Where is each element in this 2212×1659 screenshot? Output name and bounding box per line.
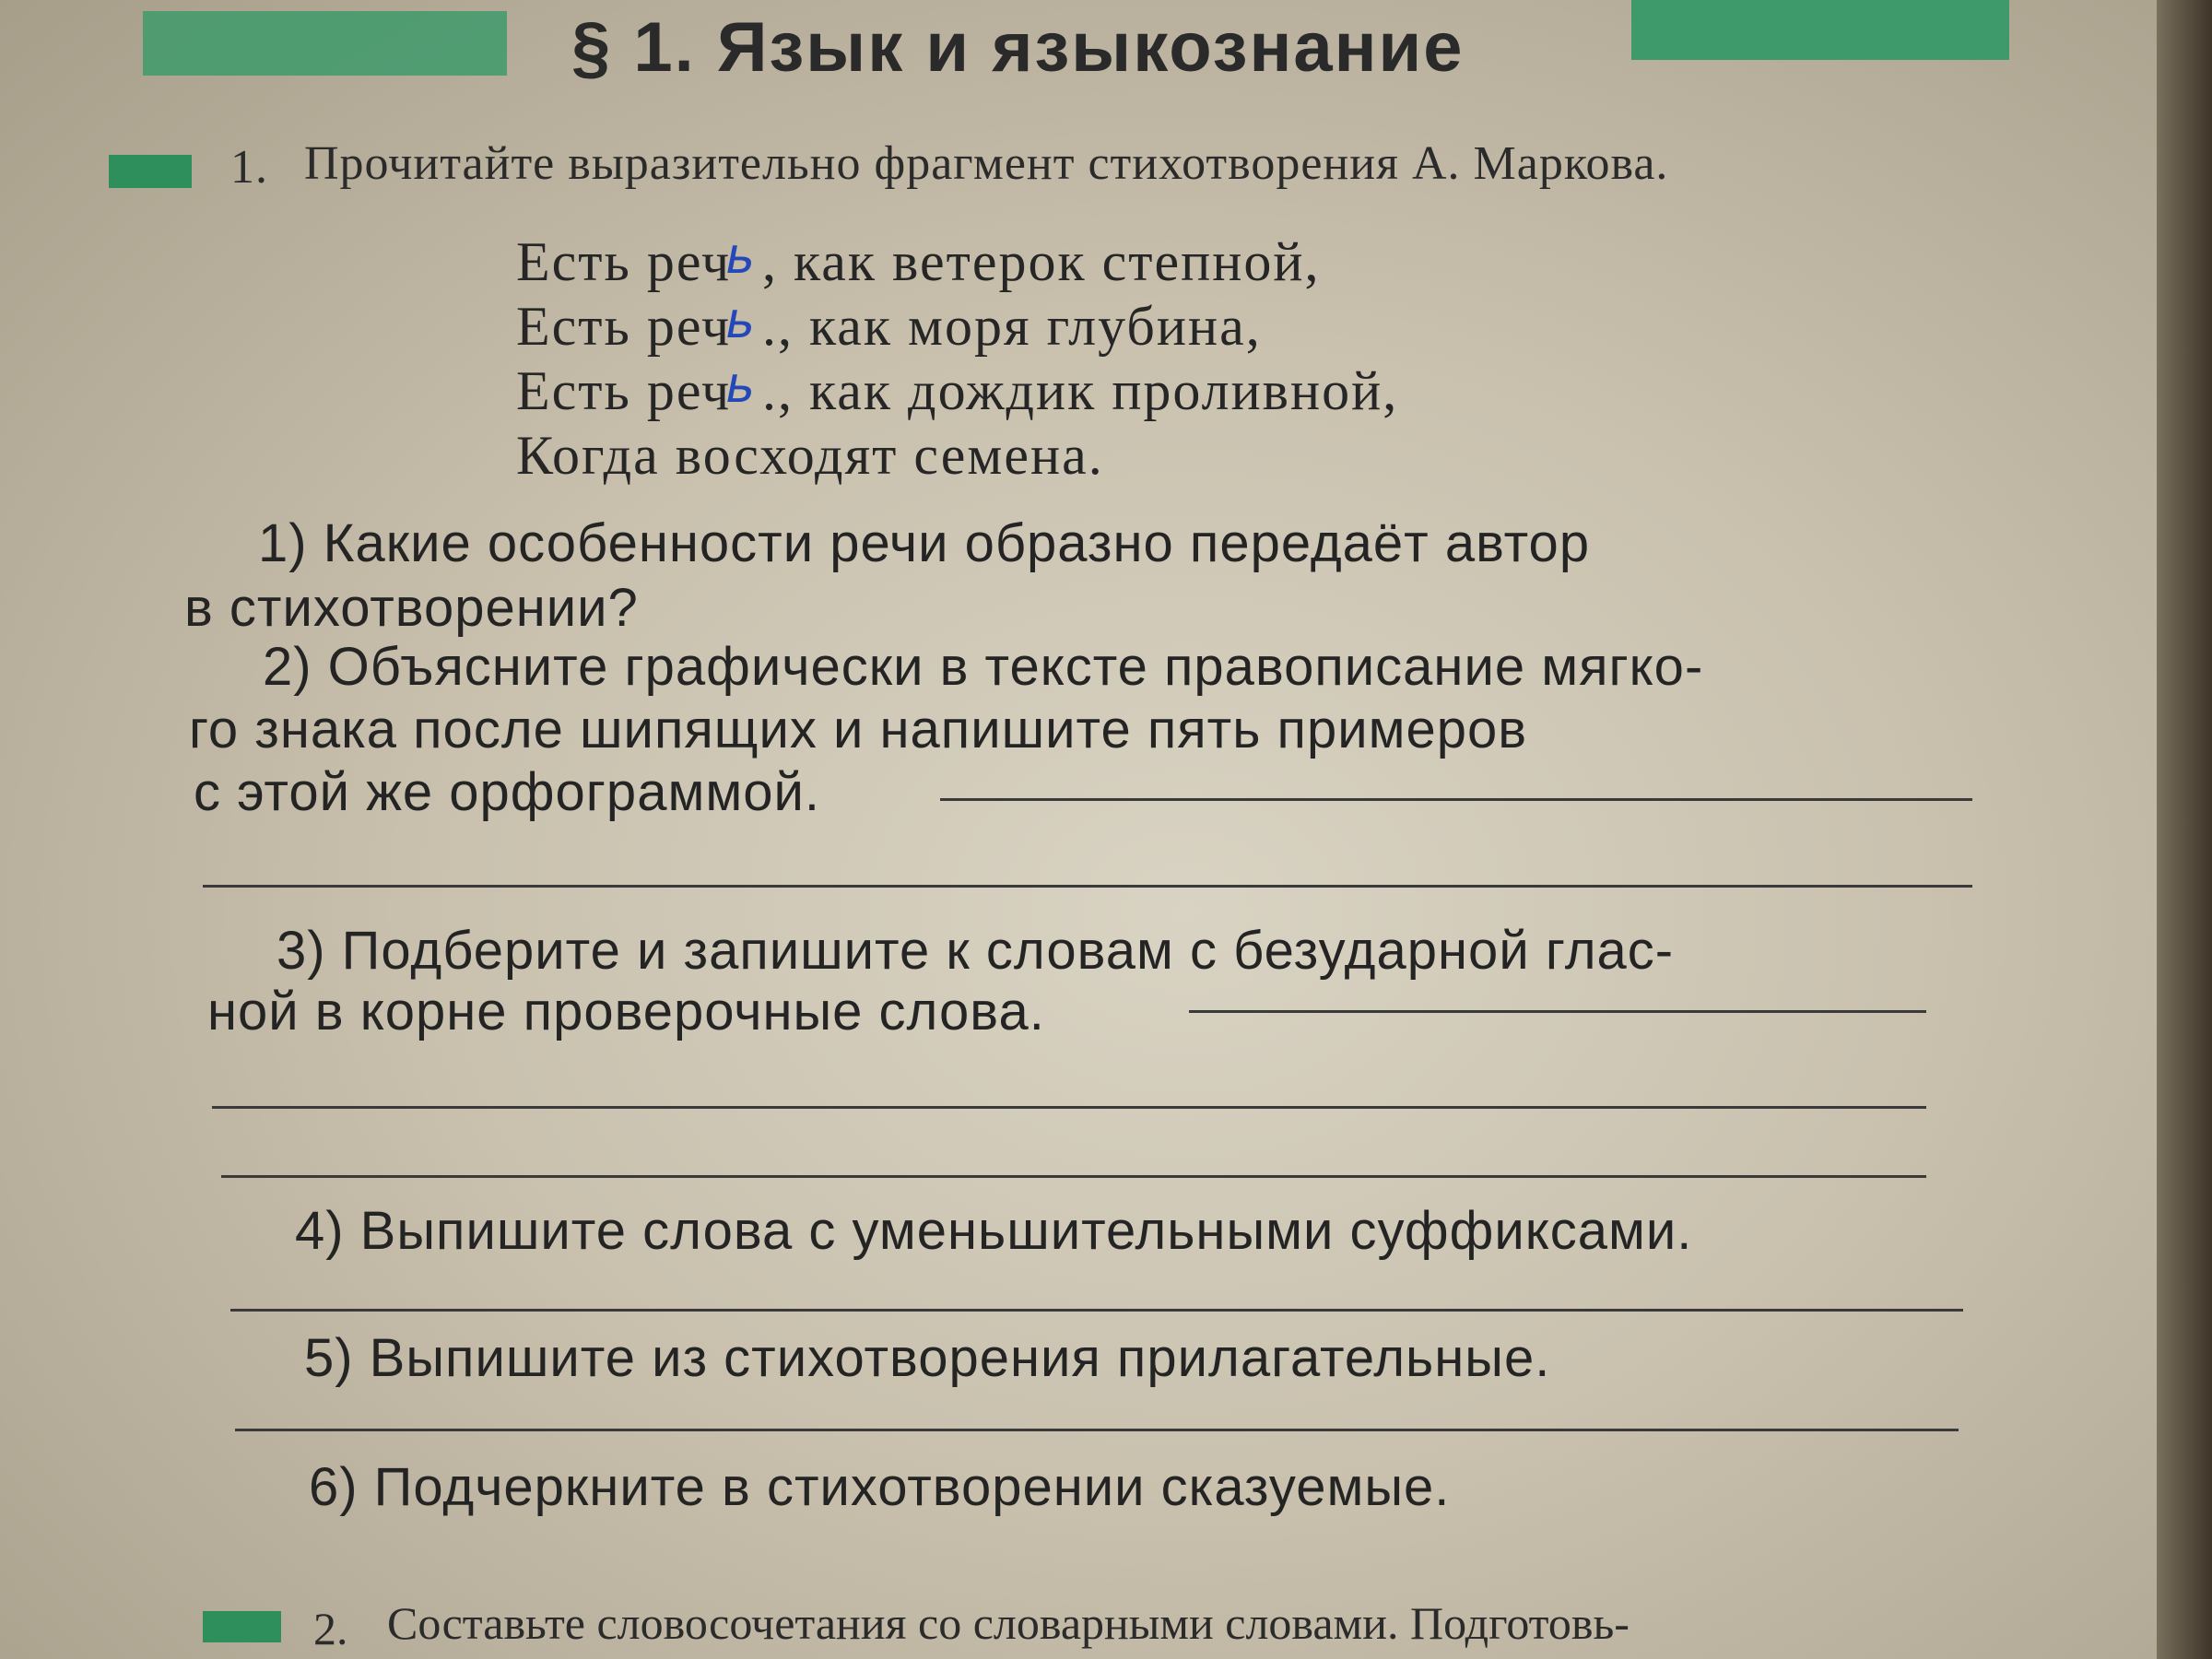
answer-line (235, 1429, 1959, 1431)
handwritten-soft-sign: ь (725, 356, 758, 414)
question-6-line-1: 6) Подчеркните в стихотворении сказуемые. (309, 1457, 1451, 1517)
question-1-line-2: в стихотворении? (184, 578, 639, 638)
poem-line: Когда восходят семена. (516, 425, 1104, 486)
task-marker (109, 155, 192, 188)
question-3-line-2: ной в корне проверочные слова. (207, 982, 1045, 1041)
question-5-line-1: 5) Выпишите из стихотворения прилагательные. (304, 1328, 1551, 1388)
question-2-line-1: 2) Объясните графически в тексте правописание мягко- (263, 637, 1704, 697)
question-2-line-2: го знака после шипящих и напишите пять примеров (189, 700, 1528, 759)
answer-line (221, 1175, 1926, 1178)
header-decoration-left (143, 11, 507, 76)
question-2-line-3: с этой же орфограммой. (194, 762, 820, 822)
answer-line (1189, 1010, 1926, 1013)
poem-line: Есть речь , как ветерок степной, (516, 227, 1321, 292)
task2-instruction: Составьте словосочетания со словарными словами. Подготовь- (387, 1597, 1630, 1649)
poem-fragment (516, 227, 1399, 487)
book-spine-edge (2157, 0, 2212, 1659)
section-title: § 1. Язык и языкознание (571, 8, 1465, 87)
poem-line: Есть речь ., как дождик проливной, (516, 356, 1399, 421)
answer-line (212, 1106, 1926, 1109)
question-4-line-1: 4) Выпишите слова с уменьшительными суффиксами. (295, 1201, 1693, 1261)
task1-number: 1. (230, 141, 268, 194)
answer-line (203, 885, 1972, 888)
question-1-line-1: 1) Какие особенности речи образно передаёт автор (258, 513, 1591, 573)
question-3-line-1: 3) Подберите и запишите к словам с безударной глас- (276, 921, 1675, 981)
task2-number: 2. (313, 1603, 348, 1654)
task1-instruction: Прочитайте выразительно фрагмент стихотворения А. Маркова. (304, 137, 1669, 190)
poem-line: Есть речь ., как моря глубина, (516, 291, 1262, 357)
answer-line (940, 798, 1972, 801)
handwritten-soft-sign: ь (725, 291, 758, 349)
header-decoration-right (1631, 0, 2009, 60)
task-marker (203, 1611, 281, 1642)
handwritten-soft-sign: ь (725, 227, 758, 285)
answer-line (230, 1309, 1963, 1312)
